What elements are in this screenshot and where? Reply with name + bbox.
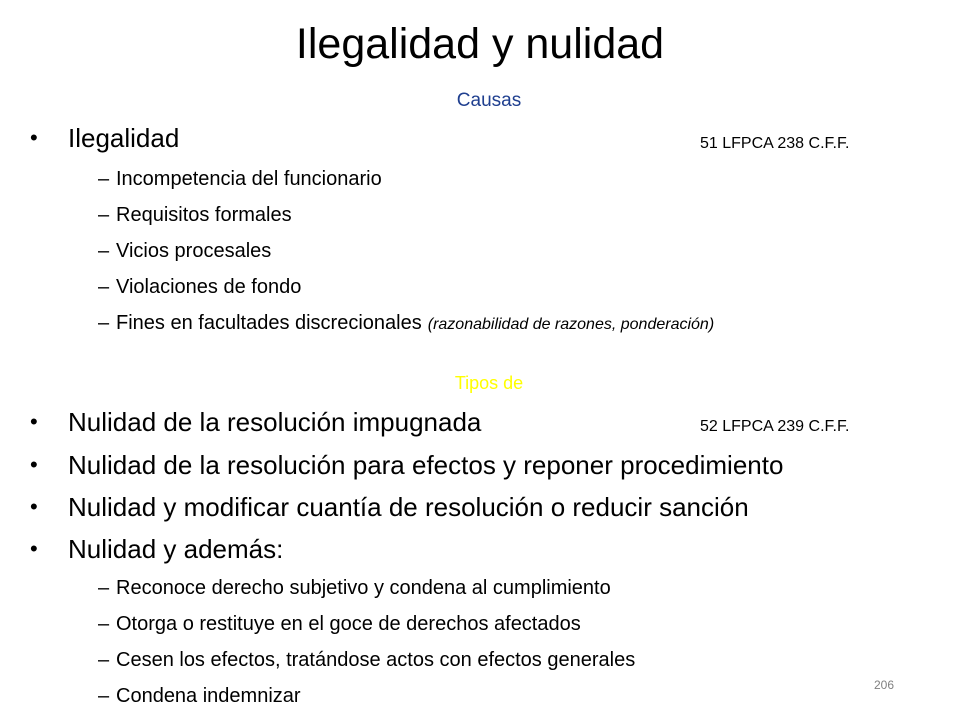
slide: Ilegalidad y nulidad Causas • Ilegalidad 51 LFPCA 238 C.F.F. – Incompetencia del funcionario – Requisitos formales – Vicios procesales – Violaciones de fondo – Fines en facultades discrecionales (razonabilidad de razones, ponderación) Tipos de • Nulidad de la resolución impugnada 52 LFPCA 239 C.F.F. • Nulidad de la resolución para efectos y reponer procedimiento • Nulidad y modificar cuantía de resolución o reducir sanción • Nulidad y además: – Reconoce derecho subjetivo y condena al cumplimiento – Otorga o restituye en el goce de derechos afectados – Cesen los efectos, tratándose actos con efectos generales – Condena indemnizar 206	[0, 0, 960, 720]
bullet-icon: •	[30, 536, 38, 561]
bullet-icon: •	[30, 409, 38, 434]
causas-subheading: Causas	[456, 90, 522, 111]
nulidad-legal-reference: 52 LFPCA 239 C.F.F.	[700, 418, 850, 435]
ilegalidad-legal-reference: 51 LFPCA 238 C.F.F.	[700, 135, 850, 152]
tipos-subheading: Tipos de	[454, 373, 524, 393]
bullet-icon: •	[30, 452, 38, 477]
dash-icon: –	[98, 685, 110, 707]
dash-icon: –	[98, 276, 110, 298]
page-number: 206	[874, 678, 895, 692]
bullet-icon: •	[30, 125, 38, 150]
dash-icon: –	[98, 649, 110, 671]
dash-icon: –	[98, 577, 110, 599]
bullet-label: Ilegalidad	[68, 123, 180, 153]
page-title: Ilegalidad y nulidad	[295, 20, 665, 68]
dash-icon: –	[98, 312, 110, 334]
discretionary-note: (razonabilidad de razones, ponderación)	[427, 316, 715, 333]
dash-icon: –	[98, 204, 110, 226]
dash-icon: –	[98, 168, 110, 190]
bullet-icon: •	[30, 494, 38, 519]
dash-icon: –	[98, 240, 110, 262]
dash-icon: –	[98, 613, 110, 635]
